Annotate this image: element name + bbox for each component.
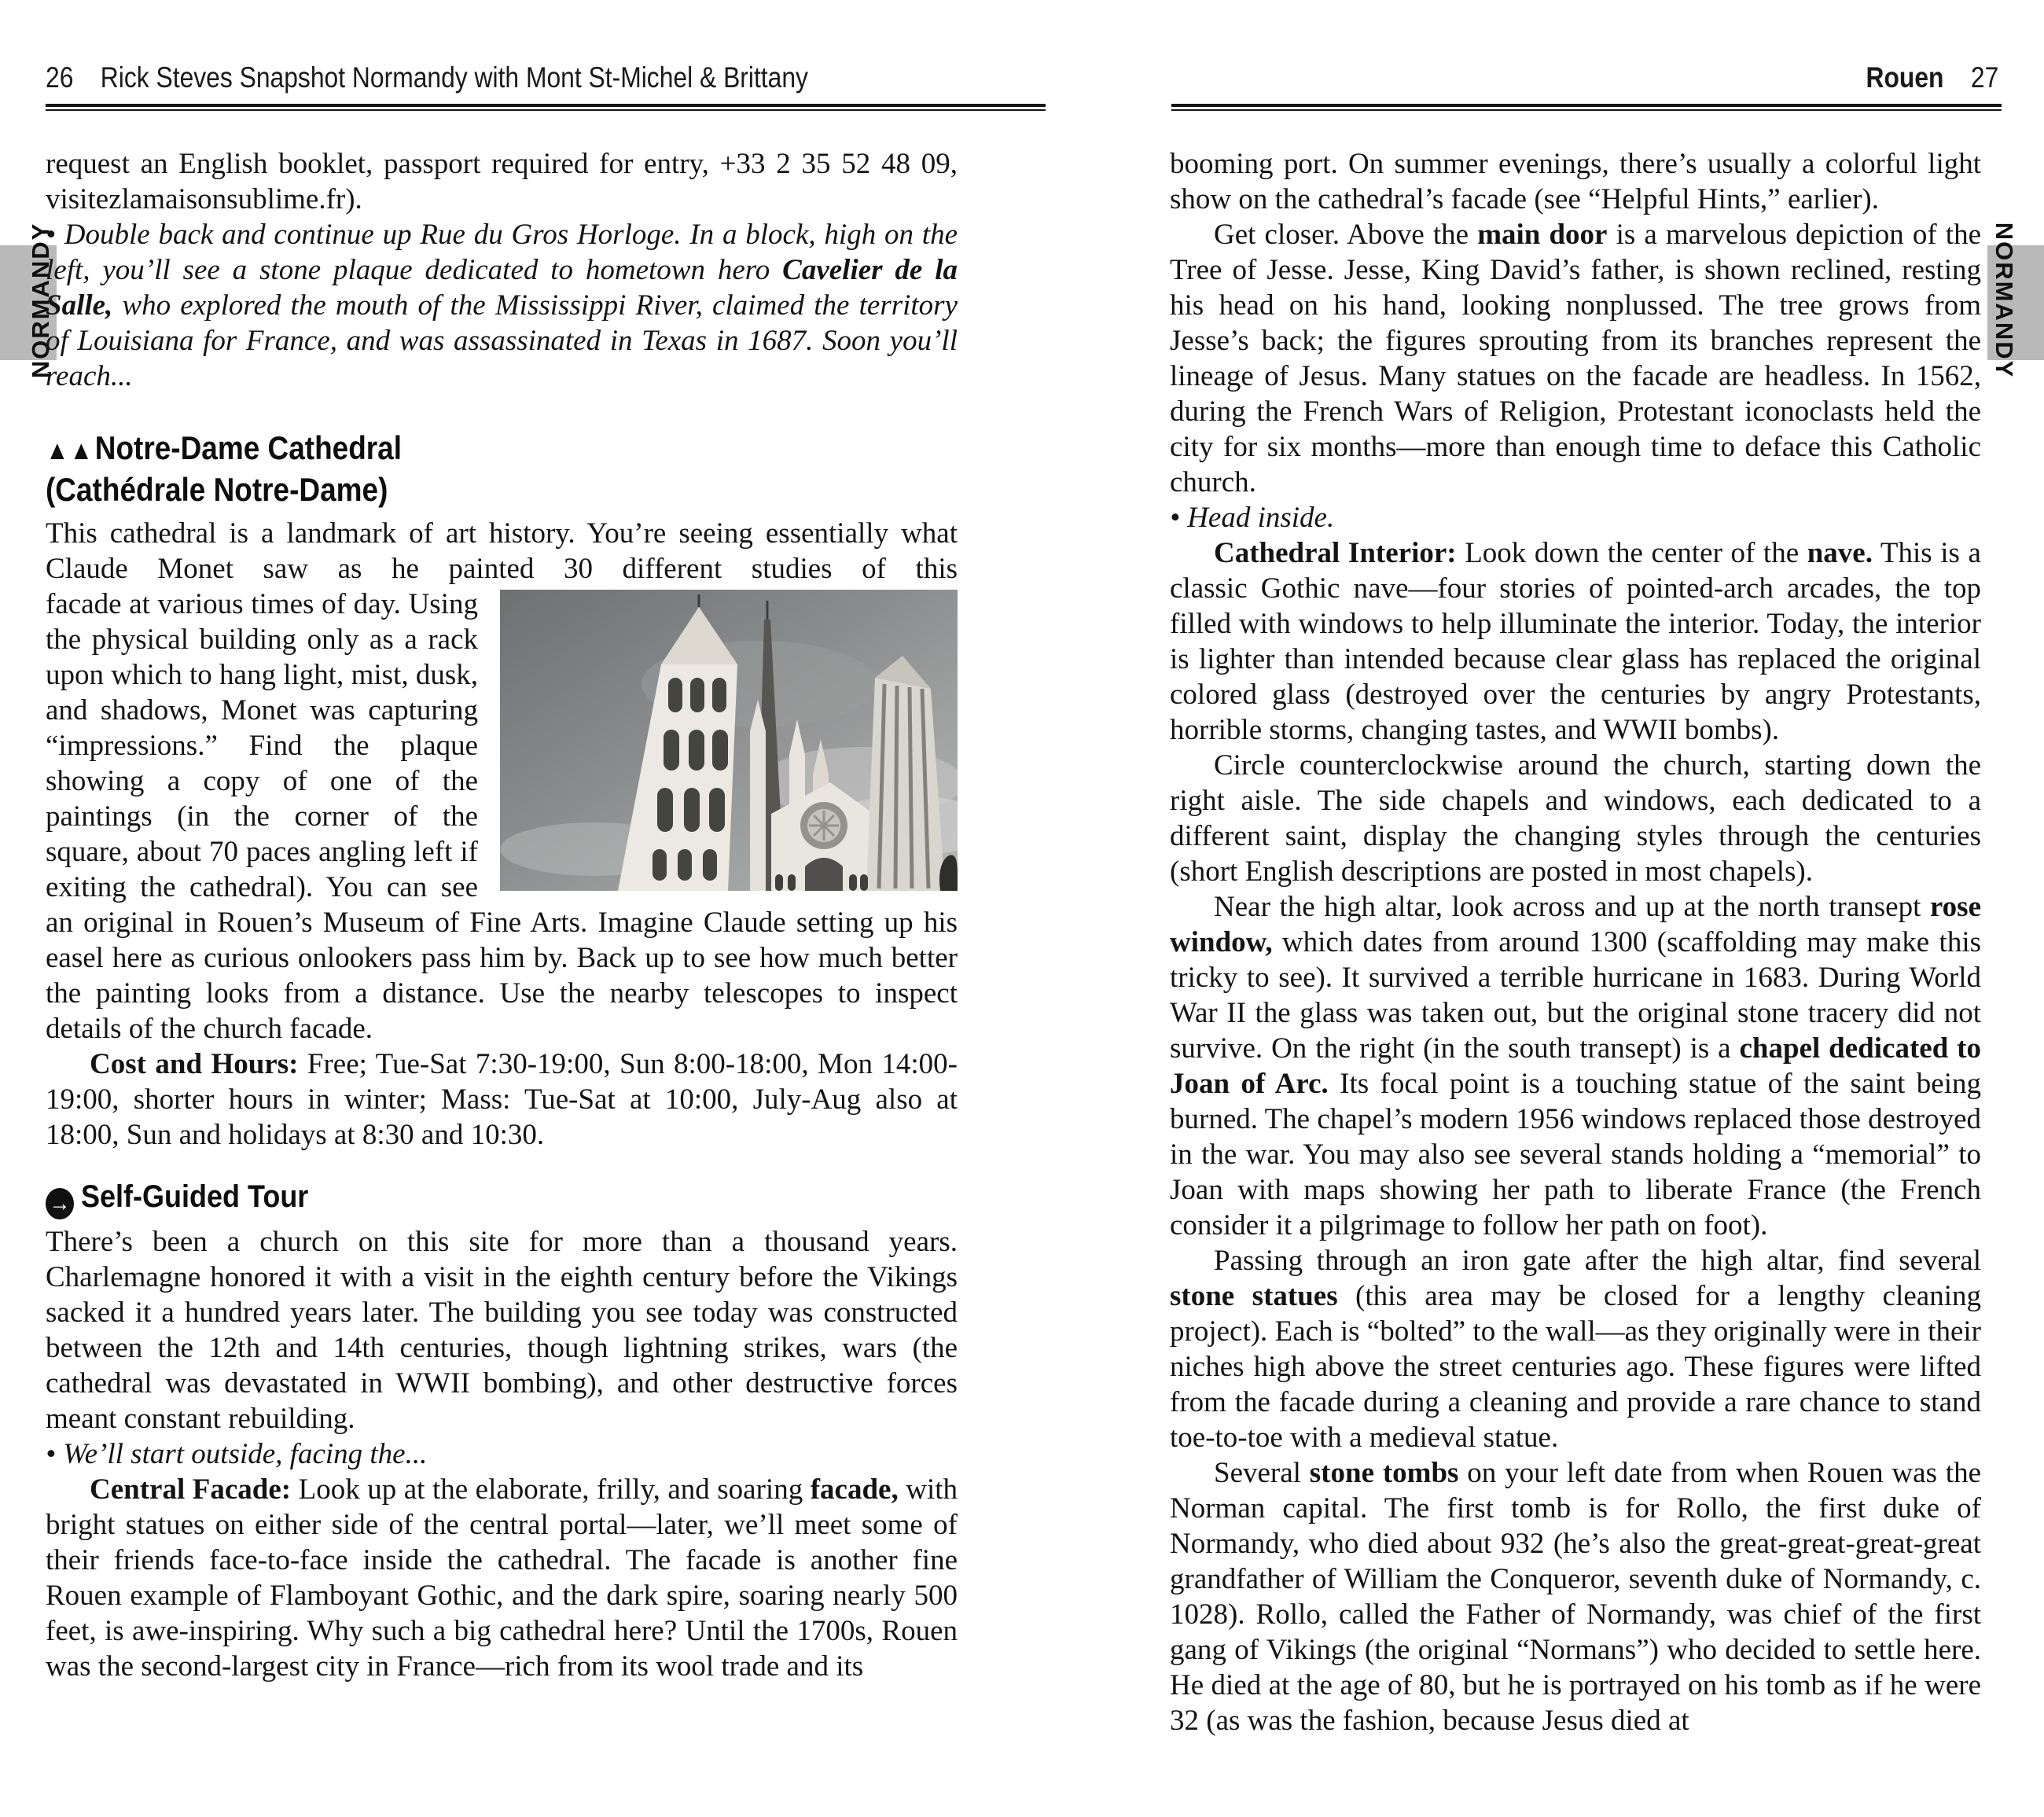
text-column-right xyxy=(1170,146,1981,1738)
header-rule-left xyxy=(46,104,1046,111)
sight-heading-line1: Notre-Dame Cathedral xyxy=(94,429,402,466)
paragraph-text: facade at various times of day. Using the physical building only as a rack upon which to hang light, mist, dusk, and shadows, Monet was capturing “impressions.” Find the plaque showing a copy of one of the paintings (in the corner of the square, about 70 paces angling left if exiting the cathedral). You can see an original in Rouen’s Museum of Fine Arts. Imagine Claude setting up his easel here as curious onlookers pass him by. Back up to see how much better the painting looks from a distance. Use the nearby telescopes to inspect details of the church facade. xyxy=(46,588,958,1045)
sight-heading-line2: (Cathédrale Notre-Dame) xyxy=(46,471,388,508)
sight-heading xyxy=(46,429,848,509)
paragraph: Several stone tombs on your left date from when Rouen was the Norman capital. The first tomb is for Rollo, the first duke of Normandy, who died about 932 (he’s also the great-great-great-great grandfather of William the Conqueror, seventh duke of Normandy, c. 1028). Rollo, called the Father of Normandy, was chief of the first gang of Vikings (the original “Normans”) who decided to settle here. He died at the age of 80, but he is portrayed on his tomb as if he were 32 (as was the fashion, because Jesus died at xyxy=(1170,1457,1982,1737)
paragraph-continuation: booming port. On summer evenings, there’s usually a colorful light show on the cathedral’s facade (see “Helpful Hints,” earlier). xyxy=(1170,148,1981,215)
paragraph: Passing through an iron gate after the high altar, find several stone statues (this area may be closed for a lengthy cleaning project). Each is “bolted” to the wall—as they originally were in their niches high above the street centuries ago. These figures were lifted from the facade during a cleaning and provide a rare chance to stand toe-to-toe with a medieval statue. xyxy=(1170,1245,1981,1454)
paragraph: This cathedral is a landmark of art history. You’re seeing essentially what Claude Monet saw as he painted 30 different studies of this xyxy=(46,517,958,585)
paragraph: Get closer. Above the main door is a marvelous depiction of the Tree of Jesse. Jesse, King David’s father, is shown reclined, resting his head on his hand, looking nonplussed. The tree grows from Jesse’s back; the figures sprouting from its branches represent the lineage of Jesus. Many statues on the facade are headless. In 1562, during the French Wars of Religion, Protestant iconoclasts held the city for six months—more than enough time to deface this Catholic church. xyxy=(1170,219,1981,498)
text-column-left xyxy=(46,146,958,1684)
paragraph: Circle counterclockwise around the church, starting down the right aisle. The side chapels and windows, each dedicated to a different saint, display the changing styles through the centuries (short English descriptions are posted in most chapels). xyxy=(1170,749,1981,888)
cathedral-photo-graphic xyxy=(500,590,958,891)
chapter-tab-label-left: NORMANDY xyxy=(27,222,54,379)
chapter-tab-label-right: NORMANDY xyxy=(1991,222,2018,379)
header-rule-right xyxy=(1171,104,2002,111)
running-header-left xyxy=(46,61,932,94)
paragraph: Central Facade: Look up at the elaborate, frilly, and soaring facade, with bright statues on either side of the central portal—later, we’ll meet some of their friends face-to-face inside the cathedral. The facade is another fine Rouen example of Flamboyant Gothic, and the dark spire, soaring nearly 500 feet, is awe-inspiring. Why such a big cathedral here? Until the 1700s, Rouen was the second-largest city in France—rich from its wool trade and its xyxy=(46,1473,958,1683)
page-number-left: 26 xyxy=(46,61,74,94)
paragraph-continuation: request an English booklet, passport required for entry, +33 2 35 52 48 09, visitezlamaisonsublime.fr). xyxy=(46,148,958,215)
paragraph: Cathedral Interior: Look down the center of the nave. This is a classic Gothic nave—four stories of pointed-arch arcades, the top filled with windows to help illuminate the interior. Today, the interior is lighter than intended because clear glass has replaced the original colored glass (destroyed over the centuries by angry Protestants, horrible storms, changing tastes, and WWII bombs). xyxy=(1170,537,1981,746)
paragraph-with-photo xyxy=(46,587,958,1046)
self-guided-tour-label: Self-Guided Tour xyxy=(81,1179,309,1214)
running-title-left: Rick Steves Snapshot Normandy with Mont St-Michel & Brittany xyxy=(100,61,808,94)
running-title-right: Rouen xyxy=(1866,61,1944,94)
walking-direction: • Head inside. xyxy=(1170,502,1335,534)
page-number-right: 27 xyxy=(1970,61,1998,94)
paragraph: There’s been a church on this site for more than a thousand years. Charlemagne honored it with a visit in the eighth century before the Vikings sacked it a hundred years later. The building you see today was constructed between the 12th and 14th centuries, though lightning strikes, wars (the cathedral was devastated in WWII bombing), and other destructive forces meant constant rebuilding. xyxy=(46,1226,958,1435)
walking-direction: • Double back and continue up Rue du Gros Horloge. In a block, high on the left, you’ll see a stone plaque dedicated to hometown hero Cavelier de la Salle, who explored the mouth of the Mississippi River, claimed the territory of Louisiana for France, and was assassinated in Texas in 1687. Soon you’ll reach... xyxy=(46,219,958,392)
self-guided-tour-heading xyxy=(46,1178,866,1219)
arrow-circle-icon: → xyxy=(46,1188,74,1219)
walking-direction: • We’ll start outside, facing the... xyxy=(46,1438,428,1470)
rating-triangles-icon: ▲▲ xyxy=(46,436,94,465)
paragraph: Near the high altar, look across and up at the north transept rose window, which dates from around 1300 (scaffolding may make this tricky to see). It survived a terrible hurricane in 1683. During World War II the glass was taken out, but the original stone tracery did not survive. On the right (in the south transept) is a chapel dedicated to Joan of Arc. Its focal point is a touching statue of the saint being burned. The chapel’s modern 1956 windows replaced those destroyed in the war. You may also see several stands holding a “memorial” to Joan with maps showing her path to liberate France (the French consider it a pilgrimage to follow her path on foot). xyxy=(1170,891,1981,1241)
running-header-right xyxy=(1844,61,1998,94)
cathedral-photo xyxy=(500,590,958,891)
cost-and-hours: Cost and Hours: Free; Tue-Sat 7:30-19:00, Sun 8:00-18:00, Mon 14:00-19:00, shorter hours in winter; Mass: Tue-Sat at 10:00, July-Aug also at 18:00, Sun and holidays at 8:30 and 10:30. xyxy=(46,1048,958,1151)
